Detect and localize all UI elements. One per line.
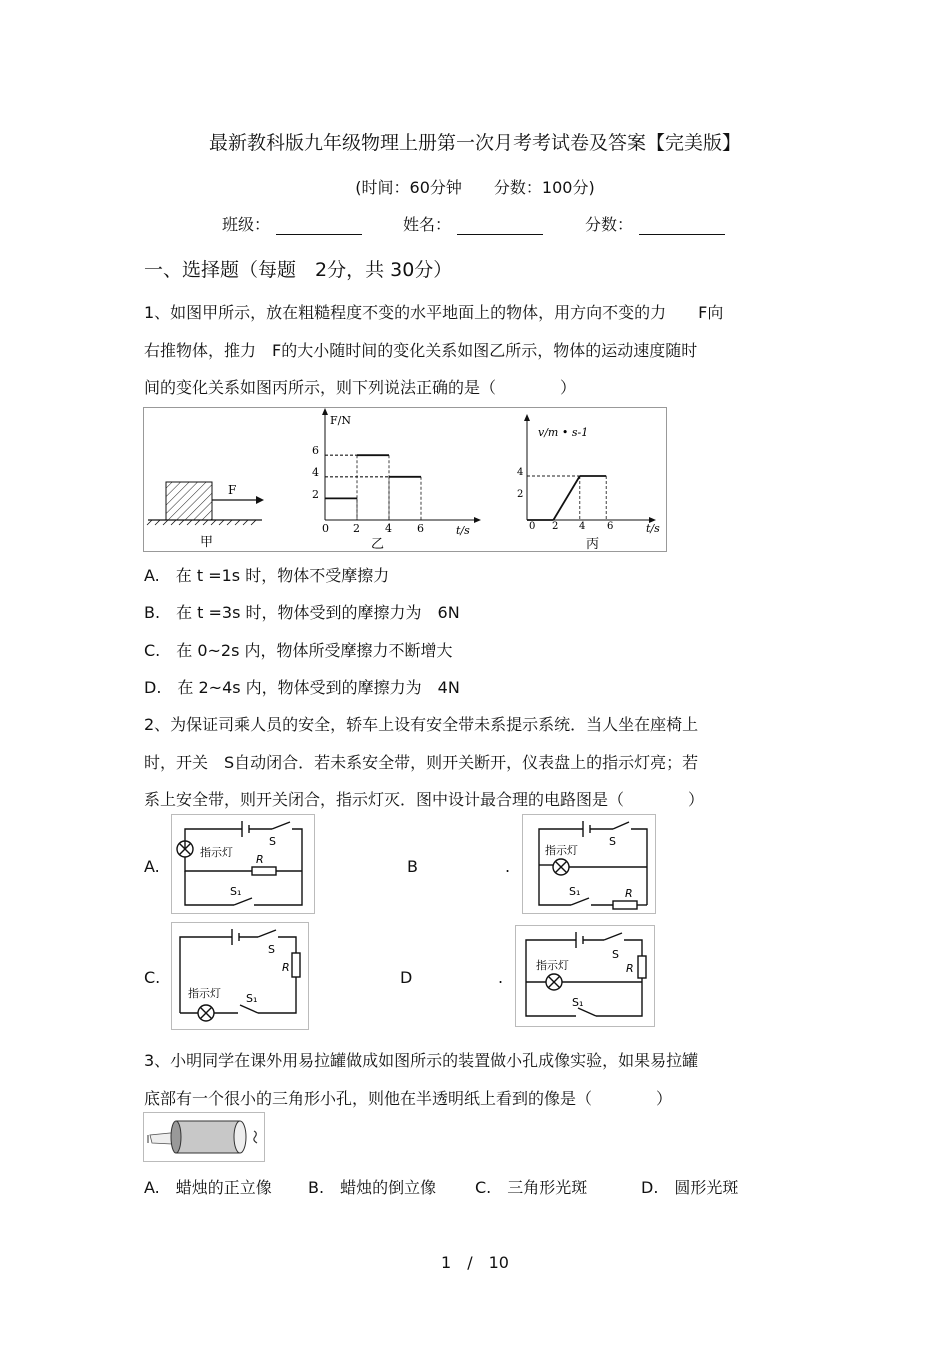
score-field	[585, 212, 725, 235]
lamp-label: 指示灯	[545, 844, 578, 857]
q2-option-b-dot: .	[505, 857, 511, 876]
bing-ytick-4: 4	[517, 467, 524, 478]
s1-label: S₁	[230, 885, 242, 898]
yi-xtick-4: 4	[385, 522, 392, 535]
q1-line-3: 间的变化关系如图丙所示，则下列说法正确的是（ ）	[144, 378, 577, 397]
bing-ytick-2: 2	[517, 489, 524, 500]
s1-label: S₁	[572, 996, 584, 1009]
s1-label: S₁	[246, 992, 258, 1005]
lamp-label: 指示灯	[200, 846, 233, 859]
pinhole-camera-figure	[143, 1112, 265, 1162]
caption-jia: 甲	[200, 535, 214, 550]
bing-ylabel: v/m • s-1	[538, 426, 589, 439]
bing-plot	[527, 476, 606, 520]
q3-line-2: 底部有一个很小的三角形小孔，则他在半透明纸上看到的像是（ ）	[144, 1089, 673, 1108]
caption-bing: 丙	[586, 537, 600, 551]
yi-ytick-4: 4	[312, 466, 319, 479]
circuit-c	[171, 922, 309, 1030]
q2-line-3: 系上安全带，则开关闭合，指示灯灭．图中设计最合理的电路图是（ ）	[144, 790, 705, 809]
q2-line-2: 时，开关 S自动闭合．若未系安全带，则开关断开，仪表盘上的指示灯亮；若	[144, 753, 699, 772]
q3-line-1: 3、小明同学在课外用易拉罐做成如图所示的装置做小孔成像实验，如果易拉罐	[144, 1051, 699, 1070]
q2-option-a-label: A.	[144, 857, 160, 876]
yi-plot	[325, 455, 421, 520]
bing-xtick-2: 2	[552, 521, 559, 532]
r-label: R	[256, 853, 264, 866]
s-label: S	[609, 835, 616, 848]
yi-xlabel: t/s	[456, 524, 470, 537]
bing-xtick-0: 0	[529, 521, 536, 532]
yi-xtick-0: 0	[322, 522, 329, 535]
name-label: 姓名：	[403, 215, 452, 234]
page-title: 最新教科版九年级物理上册第一次月考考试卷及答案【完美版】	[208, 132, 741, 154]
r-label: R	[625, 887, 633, 900]
section-heading: 一、选择题（每题 2分，共 30分）	[144, 259, 453, 281]
r-label: R	[626, 962, 634, 975]
score-label: 分数：	[585, 215, 634, 234]
name-blank	[457, 218, 543, 235]
yi-xtick-2: 2	[353, 522, 360, 535]
s-label: S	[268, 943, 275, 956]
yi-ytick-6: 6	[312, 444, 319, 457]
circuit-a	[171, 814, 315, 914]
q3-option-d: D. 圆形光斑	[641, 1178, 739, 1197]
panel-jia	[147, 482, 264, 550]
bing-xtick-6: 6	[607, 521, 614, 532]
class-blank	[276, 218, 362, 235]
page-number: 1 / 10	[441, 1253, 509, 1272]
q2-option-b-label: B	[407, 857, 418, 876]
exam-info: (时间：60分钟 分数：100分)	[355, 178, 595, 197]
q1-option-a: A. 在 t =1s 时，物体不受摩擦力	[144, 566, 390, 585]
yi-ytick-2: 2	[312, 488, 319, 501]
circuit-b	[522, 814, 656, 914]
lamp-label: 指示灯	[536, 959, 569, 972]
yi-xtick-6: 6	[417, 522, 424, 535]
q1-option-b: B. 在 t =3s 时，物体受到的摩擦力为 6N	[144, 603, 460, 622]
bing-xtick-4: 4	[579, 521, 586, 532]
q3-option-c: C. 三角形光斑	[475, 1178, 588, 1197]
block	[166, 482, 212, 520]
q2-line-1: 2、为保证司乘人员的安全，轿车上设有安全带未系提示系统．当人坐在座椅上	[144, 715, 699, 734]
lamp-label: 指示灯	[188, 987, 221, 1000]
panel-yi	[312, 408, 481, 551]
bing-xlabel: t/s	[646, 522, 660, 535]
q3-option-a: A. 蜡烛的正立像	[144, 1178, 272, 1197]
q1-line-1: 1、如图甲所示，放在粗糙程度不变的水平地面上的物体，用方向不变的力 F向	[144, 303, 724, 322]
yi-ylabel: F/N	[330, 414, 351, 427]
name-field	[403, 212, 543, 235]
q3-option-b: B. 蜡烛的倒立像	[308, 1178, 437, 1197]
score-blank	[639, 218, 725, 235]
q1-figure	[143, 407, 667, 552]
class-label: 班级：	[222, 215, 271, 234]
circuit-d	[515, 925, 655, 1027]
q2-option-d-label: D	[400, 968, 413, 987]
q2-option-d-dot: .	[498, 968, 504, 987]
q1-option-d: D. 在 2~4s 内，物体受到的摩擦力为 4N	[144, 678, 460, 697]
panel-bing	[517, 414, 660, 551]
s-label: S	[612, 948, 619, 961]
s-label: S	[269, 835, 276, 848]
force-label: F	[228, 483, 237, 497]
velocity-segment-1	[553, 476, 579, 520]
r-label: R	[282, 961, 290, 974]
s1-label: S₁	[569, 885, 581, 898]
class-field	[222, 212, 362, 235]
q1-line-2: 右推物体，推力 F的大小随时间的变化关系如图乙所示，物体的运动速度随时	[144, 341, 698, 360]
q2-option-c-label: C.	[144, 968, 161, 987]
caption-yi: 乙	[371, 537, 385, 551]
q1-option-c: C. 在 0~2s 内，物体所受摩擦力不断增大	[144, 641, 453, 660]
